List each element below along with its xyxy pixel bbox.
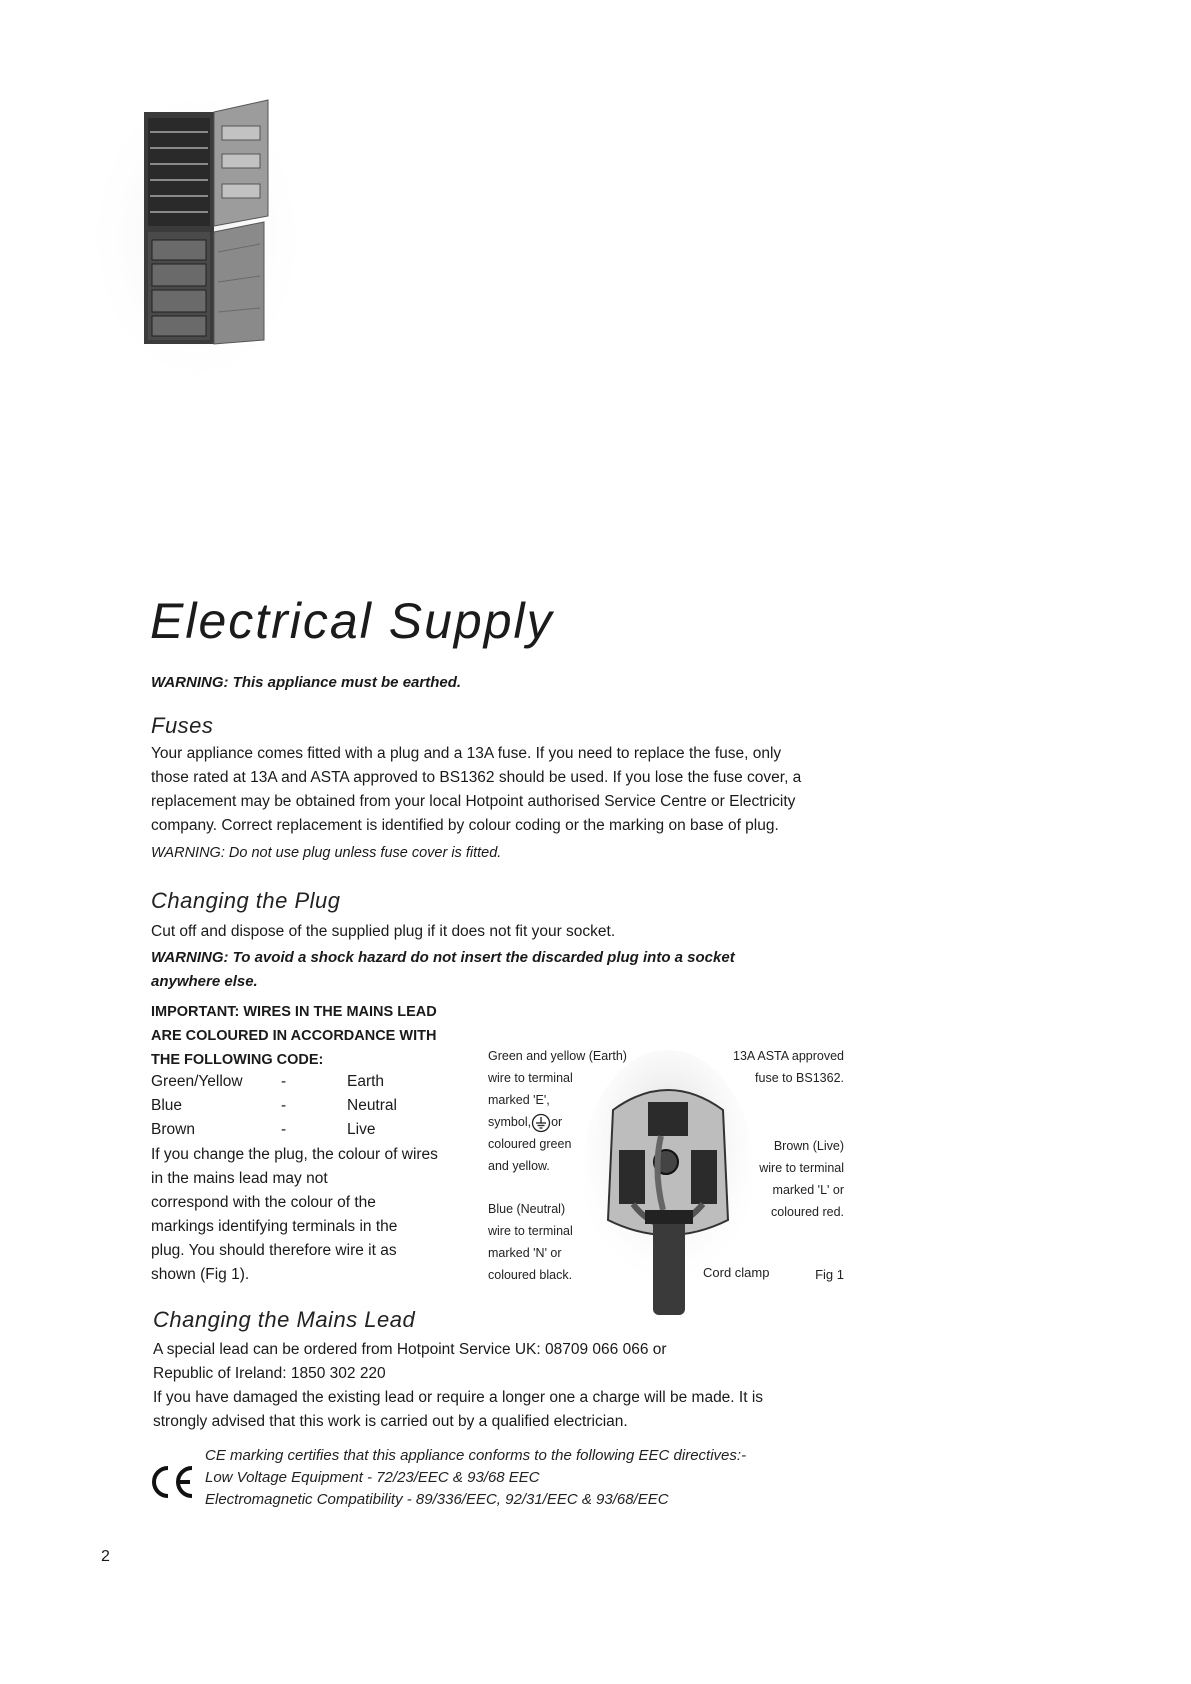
note-line: shown (Fig 1). xyxy=(151,1266,250,1283)
ce-mark-icon xyxy=(148,1462,196,1502)
label-text: or xyxy=(551,1115,563,1129)
label-line: coloured green xyxy=(488,1137,572,1151)
important-line: THE FOLLOWING CODE: xyxy=(151,1052,324,1068)
fuses-line: those rated at 13A and ASTA approved to BS1362 should be used. If you lose the fuse cover, a xyxy=(151,769,802,786)
lead-line: Republic of Ireland: 1850 302 220 xyxy=(153,1365,386,1382)
table-row xyxy=(151,1118,397,1142)
important-notice xyxy=(151,1000,437,1072)
figure-number: Fig 1 xyxy=(815,1267,844,1282)
wire-colour: Blue xyxy=(151,1097,183,1114)
important-line: ARE COLOURED IN ACCORDANCE WITH xyxy=(151,1028,437,1044)
earth-symbol-icon xyxy=(531,1113,551,1133)
table-row xyxy=(151,1070,397,1094)
label-line: Blue (Neutral) xyxy=(488,1202,566,1216)
wire-colour: Brown xyxy=(151,1121,195,1138)
shock-hazard-warning xyxy=(151,946,735,994)
note-line: in the mains lead may not xyxy=(151,1170,328,1187)
label-line xyxy=(488,1111,627,1133)
lead-line: A special lead can be ordered from Hotpoint Service UK: 08709 066 066 or xyxy=(153,1341,667,1358)
wire-dash: - xyxy=(281,1073,287,1090)
wire-name: Live xyxy=(347,1121,376,1138)
label-line: fuse to BS1362. xyxy=(755,1071,844,1085)
label-line: Brown (Live) xyxy=(773,1139,844,1153)
note-line: markings identifying terminals in the xyxy=(151,1218,398,1235)
note-line: plug. You should therefore wire it as xyxy=(151,1242,397,1259)
label-text: symbol, xyxy=(488,1115,532,1129)
label-line: and yellow. xyxy=(488,1159,550,1173)
earthing-warning: WARNING: This appliance must be earthed. xyxy=(151,674,462,691)
changing-plug-heading: Changing the Plug xyxy=(151,888,341,913)
live-wire-label xyxy=(759,1135,844,1223)
page-number: 2 xyxy=(101,1548,110,1565)
lead-line: If you have damaged the existing lead or require a longer one a charge will be made. It is xyxy=(153,1389,764,1406)
wire-dash: - xyxy=(281,1097,287,1114)
important-line: IMPORTANT: WIRES IN THE MAINS LEAD xyxy=(151,1004,437,1020)
ce-line: Electromagnetic Compatibility - 89/336/EEC, 92/31/EEC & 93/68/EEC xyxy=(205,1491,669,1508)
label-line: marked 'N' or xyxy=(488,1246,562,1260)
fuse-label xyxy=(733,1045,844,1089)
label-line: 13A ASTA approved xyxy=(733,1049,844,1063)
wire-change-note xyxy=(151,1143,471,1287)
page-title: Electrical Supply xyxy=(150,593,554,649)
warning-line: anywhere else. xyxy=(151,973,258,990)
note-line: If you change the plug, the colour of wires xyxy=(151,1146,438,1163)
cord-clamp-label: Cord clamp xyxy=(703,1265,770,1280)
wire-colour-table xyxy=(151,1070,397,1142)
label-line: coloured black. xyxy=(488,1268,573,1282)
wire-dash: - xyxy=(281,1121,287,1138)
label-line: marked 'L' or xyxy=(772,1183,844,1197)
label-line: wire to terminal xyxy=(488,1224,573,1238)
label-line: wire to terminal xyxy=(759,1161,844,1175)
plug-wiring-figure xyxy=(488,1030,848,1330)
mains-lead-paragraph xyxy=(153,1338,763,1434)
fuses-paragraph xyxy=(151,742,851,838)
fuses-line: company. Correct replacement is identified by colour coding or the marking on base of plug. xyxy=(151,817,779,834)
table-row xyxy=(151,1094,397,1118)
label-line: Green and yellow (Earth) xyxy=(488,1049,627,1063)
neutral-wire-label xyxy=(488,1198,573,1286)
fuses-line: replacement may be obtained from your local Hotpoint authorised Service Centre or Electricity xyxy=(151,793,796,810)
warning-line: WARNING: To avoid a shock hazard do not insert the discarded plug into a socket xyxy=(151,949,735,966)
ce-line: Low Voltage Equipment - 72/23/EEC & 93/68 EEC xyxy=(205,1469,540,1486)
fuses-line: Your appliance comes fitted with a plug and a 13A fuse. If you need to replace the fuse, only xyxy=(151,745,782,762)
label-line: coloured red. xyxy=(771,1205,844,1219)
wire-colour: Green/Yellow xyxy=(151,1073,243,1090)
label-line: marked 'E', xyxy=(488,1093,550,1107)
ce-directives xyxy=(205,1445,746,1511)
mains-lead-heading: Changing the Mains Lead xyxy=(153,1307,416,1332)
label-line: wire to terminal xyxy=(488,1071,573,1085)
wire-name: Neutral xyxy=(347,1097,397,1114)
earth-wire-label xyxy=(488,1045,627,1177)
fuse-cover-warning: WARNING: Do not use plug unless fuse cover is fitted. xyxy=(151,845,502,861)
changing-plug-text: Cut off and dispose of the supplied plug if it does not fit your socket. xyxy=(151,923,616,940)
ce-line: CE marking certifies that this appliance conforms to the following EEC directives:- xyxy=(205,1447,747,1464)
fuses-heading: Fuses xyxy=(151,713,214,738)
lead-line: strongly advised that this work is carried out by a qualified electrician. xyxy=(153,1413,628,1430)
fridge-freezer-illustration xyxy=(92,92,302,382)
wire-name: Earth xyxy=(347,1073,385,1090)
note-line: correspond with the colour of the xyxy=(151,1194,376,1211)
